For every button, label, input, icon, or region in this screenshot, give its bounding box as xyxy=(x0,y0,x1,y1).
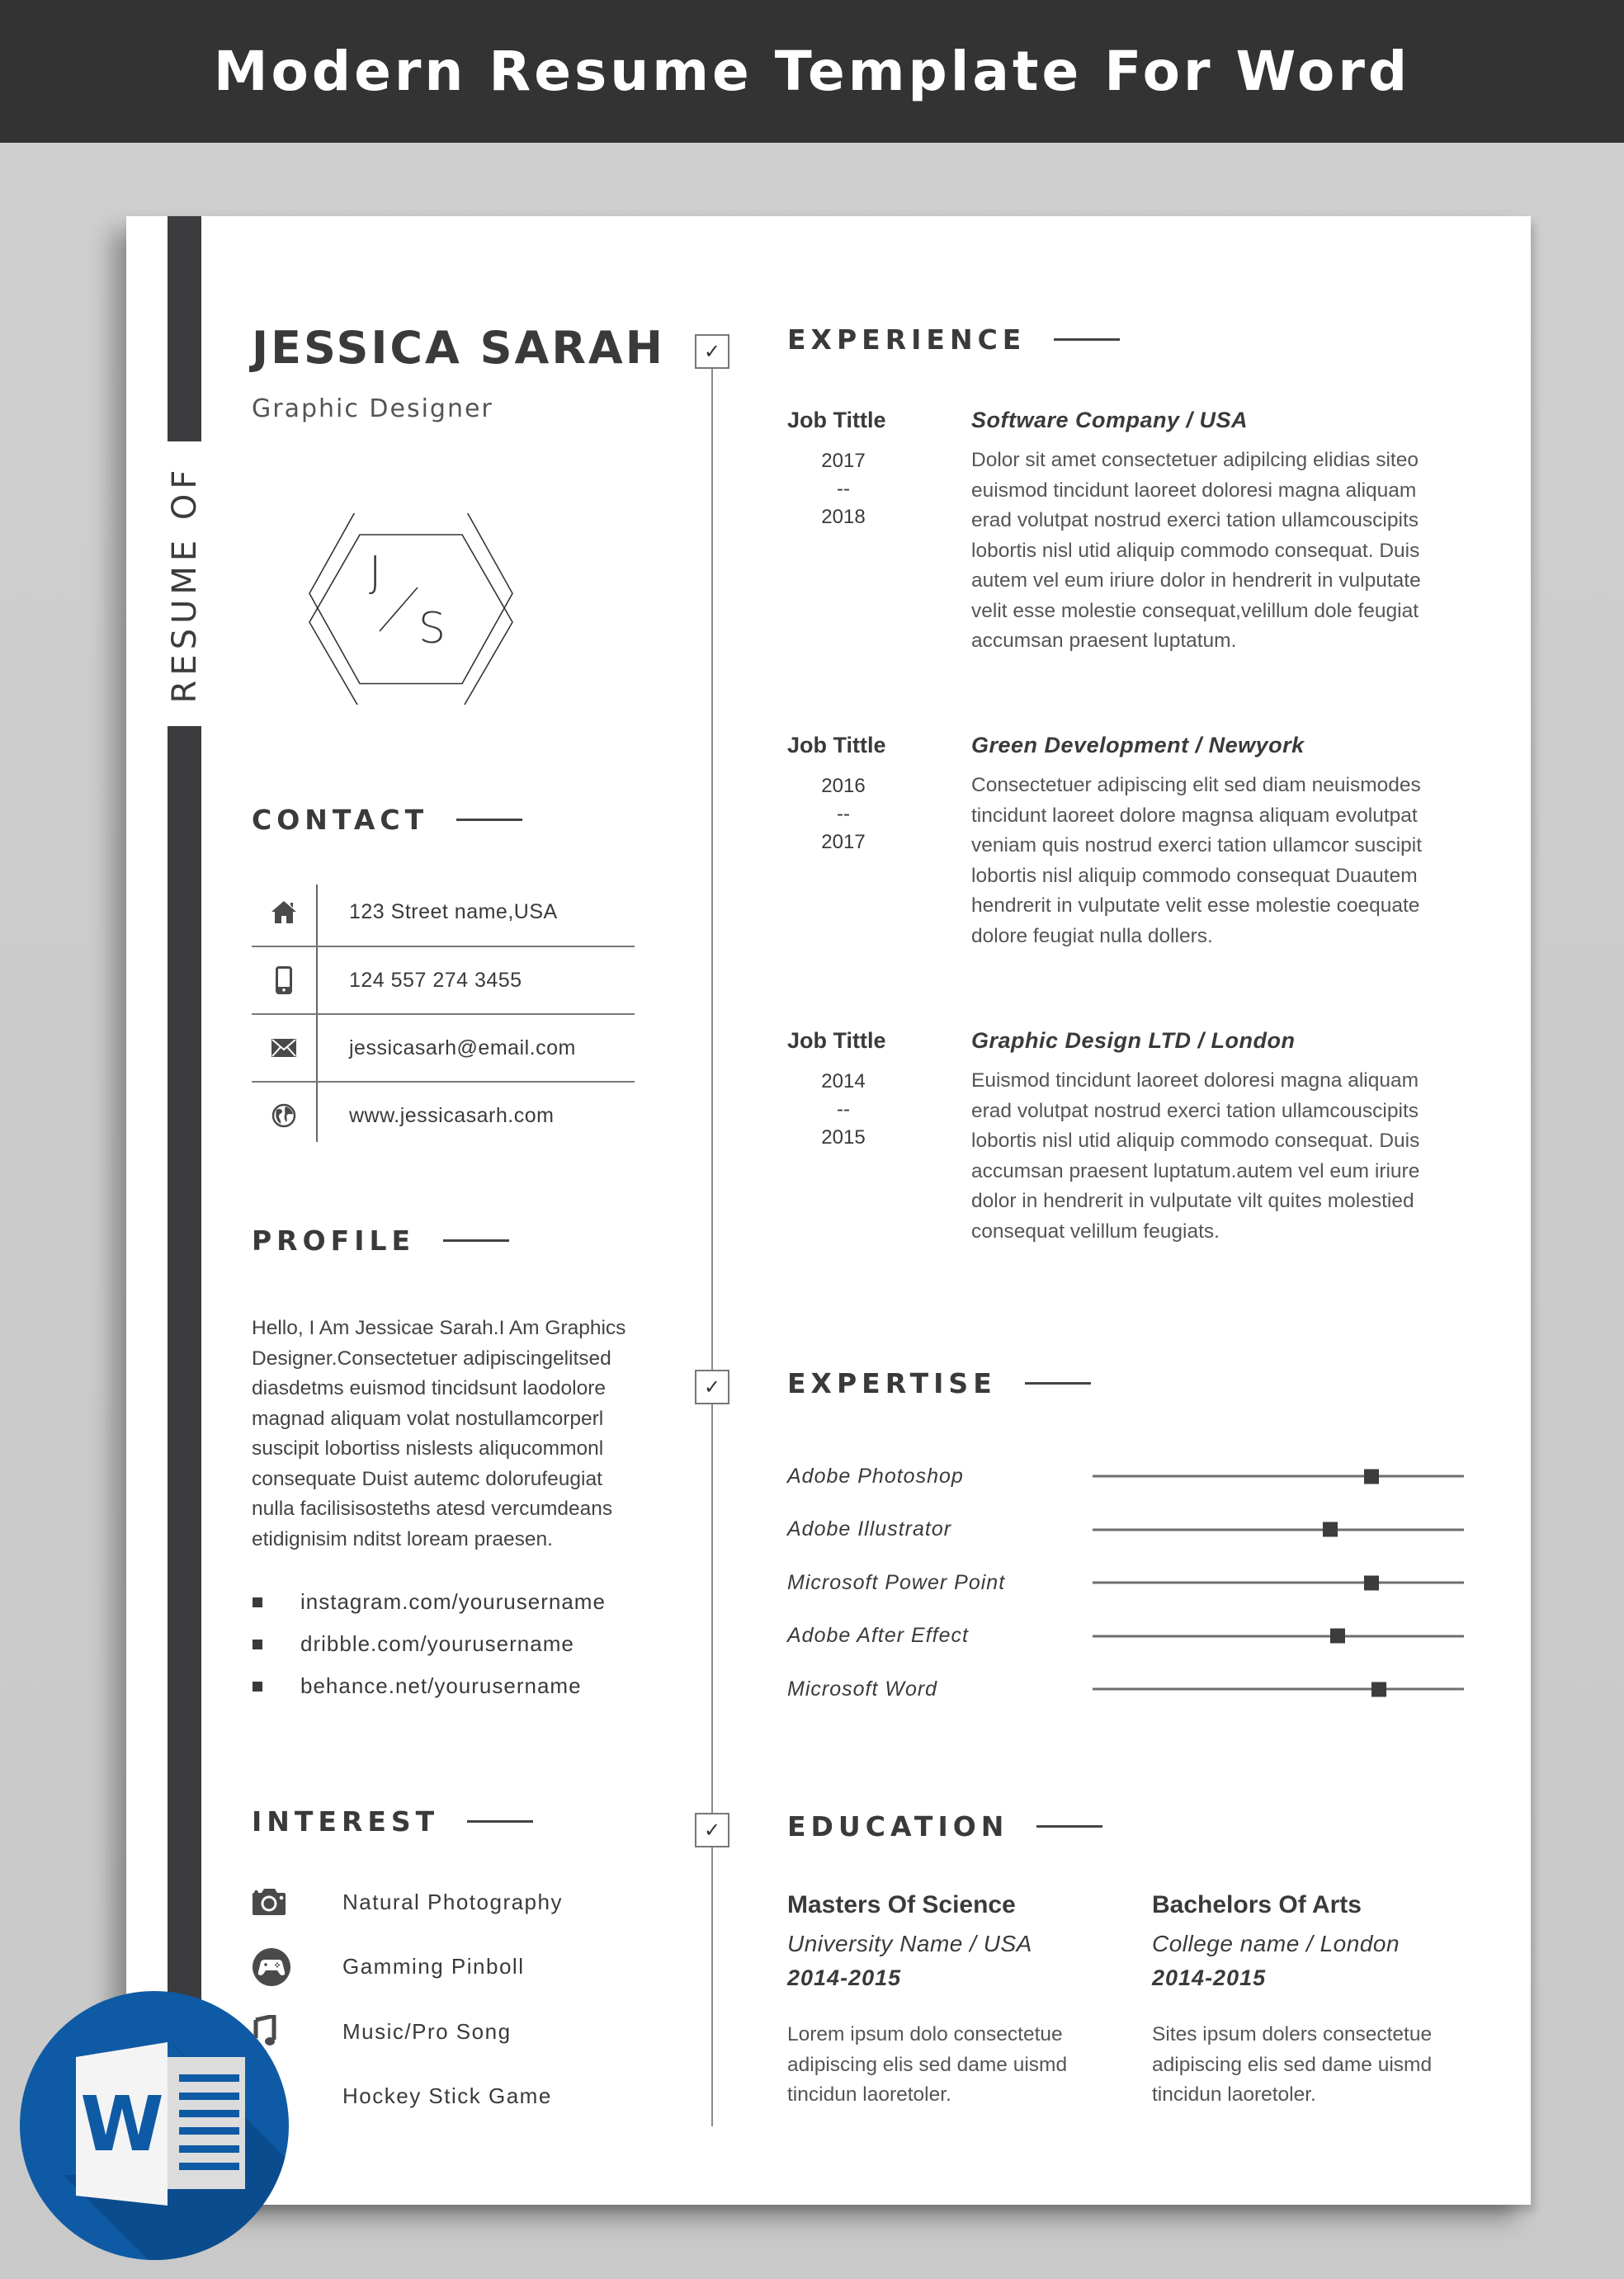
job-date-separator: -- xyxy=(837,478,850,500)
skill-name: Microsoft Power Point xyxy=(787,1570,1006,1594)
social-link-text[interactable]: instagram.com/yourusername xyxy=(300,1589,606,1614)
skill-slider-knob[interactable] xyxy=(1330,1629,1345,1644)
experience-checkbox[interactable] xyxy=(695,334,729,369)
skill-slider-knob[interactable] xyxy=(1371,1682,1386,1696)
bullet-square-icon xyxy=(253,1682,262,1692)
heading-rule xyxy=(456,819,522,821)
checkmark-icon: ✓ xyxy=(703,1819,721,1842)
education-heading-text: EDUCATION xyxy=(787,1810,1009,1843)
experience-heading-text: EXPERIENCE xyxy=(787,323,1027,356)
monogram-last-letter: S xyxy=(418,604,446,654)
job-description: Consectetuer adipiscing elit sed diam neuismodes tincidunt laoreet dolore magnsa aliquam evolutpat veniam quis nostrud exerci tation ullamcor suscipit lobortis nisl aliquip commodo consequat Duautem hendrerit in vulputate velit esse molestie coequate dolore feugiat nulla dollers. xyxy=(971,774,1423,947)
phone-icon xyxy=(252,966,316,994)
social-link-behance[interactable] xyxy=(252,1665,606,1707)
heading-rule xyxy=(467,1820,533,1823)
profile-text: Hello, I Am Jessicae Sarah.I Am Graphics Designer.Consectetuer adipiscingelitsed diasdetms euismod tincidsunt laodolore magnad aliquam volat nostullamcorperl suscipit lobortiss nislests aliqucommonl consequate Duist autemc dolorufeugiat nulla facilisisosteths atesd vercumdeans etidignisim nditst loream praesen. xyxy=(252,1317,626,1550)
expertise-checkbox[interactable] xyxy=(695,1370,729,1404)
contact-phone: 124 557 274 3455 xyxy=(349,968,522,992)
bullet-square-icon xyxy=(253,1640,262,1649)
contact-email: jessicasarh@email.com xyxy=(349,1036,576,1059)
contact-row-phone xyxy=(252,946,635,1013)
gamepad-icon xyxy=(252,1947,342,1987)
job-dates xyxy=(787,772,899,856)
job-description: Euismod tincidunt laoreet doloresi magna aliquam erad volutpat nostrud exerci tation ullamcouscipits lobortis nisl utid aliquip commodo consequat. Duis accumsan praesent luptatum.autem vel eum iriure dolor in hendrerit in vulputate vilt quites molestied consequat velillum feugiats. xyxy=(971,1069,1420,1243)
monogram-first-letter: J xyxy=(369,548,382,597)
contact-heading-text: CONTACT xyxy=(252,804,429,836)
job-date-separator: -- xyxy=(837,1098,850,1121)
social-links xyxy=(252,1581,606,1707)
job-end-year: 2015 xyxy=(821,1126,866,1149)
globe-icon xyxy=(252,1103,316,1128)
checkmark-icon: ✓ xyxy=(703,1375,721,1399)
interest-label: Music/Pro Song xyxy=(342,2018,512,2044)
email-icon xyxy=(252,1039,316,1057)
job-dates xyxy=(787,447,899,531)
education-years: 2014-2015 xyxy=(1152,1965,1267,1990)
word-letter: W xyxy=(80,2080,164,2168)
experience-heading xyxy=(787,323,1120,356)
contact-divider xyxy=(316,947,318,1013)
job-description: Dolor sit amet consectetuer adipilcing elidias siteo euismod tincidunt laoreet doloresi magna aliquam erad volutpat nostrud exerci tation ullamcouscipits lobortis nisl utid aliquip commodo consequat. Duis autem vel eum iriure dolor in hendrerit in vulputate velit esse molestie consequat,velillum dole feugiat accumsan praesent luptatum. xyxy=(971,449,1421,652)
interest-heading-text: INTEREST xyxy=(252,1805,440,1838)
interest-label: Gamming Pinboll xyxy=(342,1954,525,1979)
job-entry xyxy=(787,1028,1464,1300)
contact-row-website xyxy=(252,1081,635,1149)
skill-name: Microsoft Word xyxy=(787,1677,938,1701)
microsoft-word-icon xyxy=(18,1989,290,2262)
contact-website[interactable]: www.jessicasarh.com xyxy=(349,1103,555,1127)
skill-row xyxy=(787,1450,1464,1503)
job-company: Green Development / Newyork xyxy=(971,733,1305,757)
skill-slider-track[interactable] xyxy=(1093,1475,1464,1478)
skill-name: Adobe Illustrator xyxy=(787,1517,952,1541)
banner xyxy=(0,0,1624,143)
heading-rule xyxy=(1054,338,1120,341)
job-start-year: 2017 xyxy=(821,450,866,472)
skills-list xyxy=(787,1450,1464,1716)
interest-label: Natural Photography xyxy=(342,1889,563,1914)
contact-divider xyxy=(316,1015,318,1081)
education-entry xyxy=(1152,1891,1499,2111)
education-degree: Bachelors Of Arts xyxy=(1152,1891,1362,1918)
expertise-heading xyxy=(787,1367,1091,1399)
job-entry xyxy=(787,408,1464,680)
education-school: College name / London xyxy=(1152,1931,1400,1956)
interest-item xyxy=(252,2064,563,2130)
job-entry xyxy=(787,733,1464,1005)
job-end-year: 2017 xyxy=(821,831,866,853)
skill-slider-track[interactable] xyxy=(1093,1635,1464,1637)
interest-item xyxy=(252,1935,563,2000)
candidate-role: Graphic Designer xyxy=(252,394,493,423)
heading-rule xyxy=(443,1239,509,1242)
skill-slider-knob[interactable] xyxy=(1323,1522,1338,1537)
job-start-year: 2016 xyxy=(821,775,866,797)
interest-list xyxy=(252,1870,563,2129)
candidate-name: JESSICA SARAH xyxy=(252,322,665,374)
skill-slider-track[interactable] xyxy=(1093,1528,1464,1531)
social-link-dribbble[interactable] xyxy=(252,1623,606,1665)
expertise-heading-text: EXPERTISE xyxy=(787,1367,997,1399)
job-start-year: 2014 xyxy=(821,1070,866,1092)
resume-of-label: RESUME OF xyxy=(166,465,204,704)
profile-heading-text: PROFILE xyxy=(252,1224,416,1257)
social-link-text[interactable]: dribble.com/yourusername xyxy=(300,1631,574,1656)
contact-address: 123 Street name,USA xyxy=(349,899,558,923)
education-checkbox[interactable] xyxy=(695,1813,729,1847)
contact-divider xyxy=(316,885,318,946)
skill-row xyxy=(787,1556,1464,1610)
job-dates xyxy=(787,1068,899,1152)
contact-heading xyxy=(252,804,522,836)
job-date-separator: -- xyxy=(837,803,850,825)
home-icon xyxy=(252,899,316,924)
contact-row-email xyxy=(252,1013,635,1081)
skill-name: Adobe After Effect xyxy=(787,1624,969,1648)
social-link-instagram[interactable] xyxy=(252,1581,606,1623)
checkmark-icon: ✓ xyxy=(703,340,721,363)
contact-row-address xyxy=(252,878,635,946)
education-description: Sites ipsum dolers consectetue adipiscing elis sed dame uismd tincidun laoretoler. xyxy=(1152,2023,1433,2106)
skill-slider-track[interactable] xyxy=(1093,1582,1464,1584)
skill-slider-knob[interactable] xyxy=(1364,1469,1379,1484)
job-title: Job Tittle xyxy=(787,408,886,432)
skill-row xyxy=(787,1503,1464,1557)
contact-table xyxy=(252,878,635,1149)
banner-title: Modern Resume Template For Word xyxy=(213,40,1411,103)
interest-item xyxy=(252,1999,563,2064)
resume-page xyxy=(126,216,1531,2205)
job-company: Software Company / USA xyxy=(971,408,1249,432)
job-title: Job Tittle xyxy=(787,733,886,757)
skill-name: Adobe Photoshop xyxy=(787,1464,964,1488)
interest-label: Hockey Stick Game xyxy=(342,2083,552,2109)
timeline-line xyxy=(711,369,713,2126)
camera-icon xyxy=(252,1888,342,1916)
education-years: 2014-2015 xyxy=(787,1965,902,1990)
education-degree: Masters Of Science xyxy=(787,1891,1016,1918)
social-link-text[interactable]: behance.net/yourusername xyxy=(300,1673,582,1698)
skill-row xyxy=(787,1610,1464,1663)
interest-heading xyxy=(252,1805,533,1838)
skill-slider-knob[interactable] xyxy=(1364,1575,1379,1590)
bullet-square-icon xyxy=(253,1597,262,1607)
skill-slider-track[interactable] xyxy=(1093,1688,1464,1691)
hexagon-icon xyxy=(308,513,514,705)
skill-row xyxy=(787,1663,1464,1716)
interest-item xyxy=(252,1870,563,1935)
job-company: Graphic Design LTD / London xyxy=(971,1028,1296,1053)
job-end-year: 2018 xyxy=(821,506,866,528)
profile-heading xyxy=(252,1224,509,1257)
education-entry xyxy=(787,1891,1134,2111)
monogram-logo xyxy=(308,513,514,705)
education-school: University Name / USA xyxy=(787,1931,1032,1956)
job-title: Job Tittle xyxy=(787,1028,886,1053)
education-heading xyxy=(787,1810,1102,1843)
sidebar-bar-bottom xyxy=(168,726,201,2205)
heading-rule xyxy=(1036,1825,1102,1828)
education-description: Lorem ipsum dolo consectetue adipiscing elis sed dame uismd tincidun laoretoler. xyxy=(787,2023,1068,2106)
heading-rule xyxy=(1025,1382,1091,1385)
contact-divider xyxy=(316,1083,318,1142)
sidebar-bar-top xyxy=(168,216,201,441)
